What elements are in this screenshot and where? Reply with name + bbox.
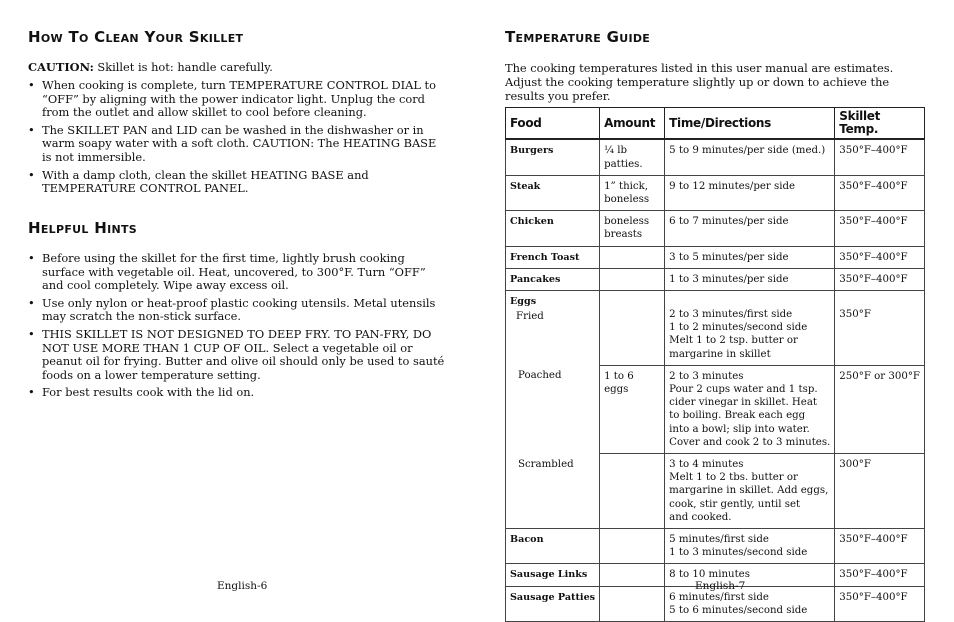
intro-text: The cooking temperatures listed in this user manual are estimates. Adjust the cooking temperature slightly up or down to achieve the results you prefer. <box>505 61 894 103</box>
direction-line: into a bowl; slip into water. <box>669 423 810 435</box>
table-cell <box>665 529 835 564</box>
list-item: • THIS SKILLET IS NOT DESIGNED TO DEEP FRY. TO PAN-FRY, DO NOT USE MORE THAN 1 CUP OF OIL. Select a vegetable oil or peanut oil for frying. Butter and olive oil should only be used to sauté foods on a lower temperature setting. <box>28 328 448 382</box>
direction-line: 5 minutes/first side <box>669 534 769 546</box>
column-header: Time/Directions <box>665 108 835 140</box>
table-row <box>506 175 925 210</box>
table-cell: Pancakes <box>506 268 600 290</box>
table-cell: Burgers <box>506 139 600 175</box>
table-cell: 5 to 9 minutes/per side (med.) <box>665 139 835 175</box>
direction-line: margarine in skillet. Add eggs, <box>669 485 829 497</box>
table-cell: French Toast <box>506 246 600 268</box>
table-cell: 8 to 10 minutes <box>665 564 835 586</box>
table-cell <box>665 365 835 453</box>
table-cell: 3 to 5 minutes/per side <box>665 246 835 268</box>
table-cell: 350°F–400°F <box>835 175 925 210</box>
clean-list <box>28 79 443 200</box>
direction-line: Melt 1 to 2 tbs. butter or <box>669 472 798 484</box>
eggs-label: Eggs <box>510 296 537 308</box>
table-cell <box>665 454 835 529</box>
list-item: • Use only nylon or heat-proof plastic cooking utensils. Metal utensils may scratch the non-stick surface. <box>28 297 448 324</box>
column-header: Skillet Temp. <box>835 108 925 140</box>
table-cell: 300°F <box>835 454 925 529</box>
table-row <box>506 268 925 290</box>
right-page <box>477 0 954 618</box>
table-cell: Scrambled <box>506 454 600 529</box>
direction-line: and cooked. <box>669 511 732 523</box>
direction-line: 2 to 3 minutes <box>669 370 744 382</box>
table-row <box>506 529 925 564</box>
list-item: • Before using the skillet for the first time, lightly brush cooking surface with vegetable oil. Heat, uncovered, to 300°F. Turn “OFF” and cool completely. Wipe away excess oil. <box>28 252 448 293</box>
direction-line: 1 to 3 minutes/second side <box>669 547 808 559</box>
direction-line: 3 to 4 minutes <box>669 459 744 471</box>
table-cell: Steak <box>506 175 600 210</box>
table-cell: 1 to 3 minutes/per side <box>665 268 835 290</box>
table-cell <box>600 291 665 366</box>
table-cell: 350°F–400°F <box>835 564 925 586</box>
table-cell: 1 to 6 eggs <box>600 365 665 453</box>
table-cell: 1” thick, boneless <box>600 175 665 210</box>
list-item: • When cooking is complete, turn TEMPERATURE CONTROL DIAL to “OFF” by aligning with the power indicator light. Unplug the cord from the outlet and allow skillet to cool before cleaning. <box>28 79 443 120</box>
left-page <box>0 0 477 618</box>
table-row <box>506 211 925 246</box>
direction-line: Melt 1 to 2 tsp. butter or <box>669 335 798 347</box>
table-cell <box>665 586 835 621</box>
table-cell: 350°F–400°F <box>835 529 925 564</box>
temperature-heading: Temperature Guide <box>505 28 651 46</box>
table-cell <box>665 291 835 366</box>
table-cell <box>506 291 600 366</box>
page-number: English-7 <box>695 580 746 592</box>
table-cell: Sausage Patties <box>506 586 600 621</box>
table-cell: 350°F–400°F <box>835 139 925 175</box>
table-cell <box>600 586 665 621</box>
table-row <box>506 139 925 175</box>
table-row <box>506 454 925 529</box>
table-row <box>506 365 925 453</box>
temperature-table <box>505 107 925 622</box>
hints-heading: Helpful Hints <box>28 219 137 237</box>
table-cell <box>600 454 665 529</box>
table-cell <box>835 291 925 366</box>
table-cell: boneless breasts <box>600 211 665 246</box>
table-cell: 350°F–400°F <box>835 586 925 621</box>
table-cell: ¼ lb patties. <box>600 139 665 175</box>
direction-line: cook, stir gently, until set <box>669 498 801 510</box>
column-header: Amount <box>600 108 665 140</box>
direction-line: to boiling. Break each egg <box>669 410 806 422</box>
direction-line: 6 minutes/first side <box>669 591 769 603</box>
table-cell: 350°F–400°F <box>835 211 925 246</box>
fried-label: Fried <box>516 311 544 323</box>
temp-value: 350°F <box>839 309 871 321</box>
direction-line: Cover and cook 2 to 3 minutes. <box>669 436 831 448</box>
table-cell: 6 to 7 minutes/per side <box>665 211 835 246</box>
table-cell: 9 to 12 minutes/per side <box>665 175 835 210</box>
caution-text: Skillet is hot: handle carefully. <box>93 60 273 74</box>
table-cell <box>600 529 665 564</box>
caution-label: CAUTION: <box>28 60 94 74</box>
table-cell <box>600 564 665 586</box>
table-cell: Sausage Links <box>506 564 600 586</box>
table-cell <box>600 246 665 268</box>
column-header: Food <box>506 108 600 140</box>
table-cell: Chicken <box>506 211 600 246</box>
list-item: • With a damp cloth, clean the skillet HEATING BASE and TEMPERATURE CONTROL PANEL. <box>28 169 443 196</box>
table-header-row <box>506 108 925 140</box>
table-cell: 250°F or 300°F <box>835 365 925 453</box>
table-cell: Bacon <box>506 529 600 564</box>
table-cell: 350°F–400°F <box>835 246 925 268</box>
direction-line: Pour 2 cups water and 1 tsp. <box>669 384 818 396</box>
direction-line: 5 to 6 minutes/second side <box>669 604 808 616</box>
list-item: • The SKILLET PAN and LID can be washed in the dishwasher or in warm soapy water with a soft cloth. CAUTION: The HEATING BASE is not immersible. <box>28 124 443 165</box>
clean-heading: How To Clean Your Skillet <box>28 28 244 46</box>
direction-line: 2 to 3 minutes/first side <box>669 309 793 321</box>
hints-list <box>28 252 448 404</box>
table-row <box>506 291 925 366</box>
direction-line: 1 to 2 minutes/second side <box>669 322 808 334</box>
list-item: • For best results cook with the lid on. <box>28 386 448 400</box>
table-row <box>506 246 925 268</box>
caution-line <box>28 60 448 74</box>
direction-line: cider vinegar in skillet. Heat <box>669 397 817 409</box>
table-cell <box>600 268 665 290</box>
direction-line: margarine in skillet <box>669 348 771 360</box>
page-number: English-6 <box>217 580 268 592</box>
table-cell: Poached <box>506 365 600 453</box>
table-cell: 350°F–400°F <box>835 268 925 290</box>
